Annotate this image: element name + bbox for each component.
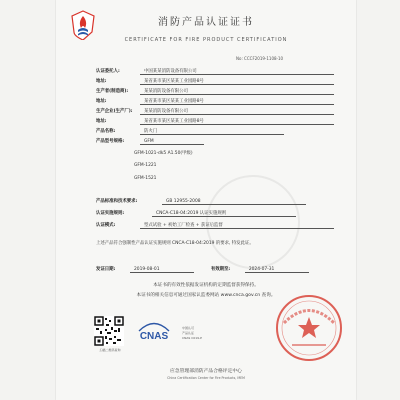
statement-text: 上述产品符合强制性产品认证实施规则 CNCA-C18-04:2019 的要求, 特发此证。 bbox=[96, 241, 254, 246]
field-label: 产品名称: bbox=[96, 129, 116, 134]
issue-row bbox=[96, 266, 309, 273]
cnas-caption-line: 中国认可 bbox=[182, 326, 195, 330]
field-value: 某省某市某区某某工业园路8号 bbox=[140, 118, 334, 125]
certificate-title: 消防产品认证证书 bbox=[158, 17, 254, 28]
cnas-caption bbox=[182, 326, 202, 341]
model-item: GFM-1021-dk5 A1.50(甲级) bbox=[134, 151, 193, 156]
model-item: GFM-1521 bbox=[134, 176, 157, 181]
expiry-value: 2024-07-31 bbox=[245, 267, 309, 273]
note-line: 本证书的相关信息可通过国家认监委网站 www.cnca.gov.cn 查询。 bbox=[136, 293, 276, 298]
field-row bbox=[96, 128, 284, 135]
rule-label: 认证实施规则: bbox=[96, 211, 125, 216]
field-label: 地址: bbox=[96, 119, 107, 124]
rule-row bbox=[96, 210, 296, 217]
issue-label: 发证日期: bbox=[96, 267, 116, 272]
qr-code-icon bbox=[94, 316, 124, 346]
field-label: 生产企业(生产厂): bbox=[96, 109, 133, 114]
field-row bbox=[96, 108, 334, 115]
red-seal-stamp bbox=[274, 293, 344, 363]
field-row bbox=[96, 118, 334, 125]
field-label: 地址: bbox=[96, 79, 107, 84]
field-row bbox=[96, 78, 334, 85]
certificate-paper bbox=[56, 0, 356, 400]
field-row bbox=[96, 68, 334, 75]
field-label: 生产者(制造商): bbox=[96, 89, 129, 94]
model-item: GFM-1221 bbox=[134, 163, 157, 168]
field-label: 地址: bbox=[96, 99, 107, 104]
field-label: 产品型号规格: bbox=[96, 139, 125, 144]
field-value: 某某消防设备有限公司 bbox=[140, 88, 334, 95]
cnas-logo-icon bbox=[136, 318, 172, 346]
field-value: 某某消防设备有限公司 bbox=[140, 108, 334, 115]
note-line: 本证书的有效性依据发证机构的定期监督获得保持。 bbox=[153, 283, 259, 288]
issue-value: 2019-08-01 bbox=[130, 267, 194, 273]
field-row bbox=[96, 98, 334, 105]
field-label: 认证委托人: bbox=[96, 69, 120, 74]
standard-label: 产品标准和技术要求: bbox=[96, 199, 138, 204]
cnas-logo-text: CNAS bbox=[139, 331, 169, 342]
footer-org: 应急管理部消防产品合格评定中心 bbox=[170, 369, 242, 374]
rule-value: CNCA-C18-04:2019 认证实施规则 bbox=[152, 210, 296, 217]
field-value: GFM bbox=[140, 139, 204, 145]
certificate-number: No: CCCF2019-1108-10 bbox=[236, 56, 284, 61]
standard-value: GB 12955-2008 bbox=[162, 199, 306, 205]
mode-row bbox=[96, 222, 334, 229]
field-value: 中国某某消防设备有限公司 bbox=[140, 68, 334, 75]
mode-value: 型式试验 + 初始工厂检查 + 获证后监督 bbox=[140, 222, 334, 229]
field-value: 某省某市某区某某工业园路8号 bbox=[140, 78, 334, 85]
expiry-label: 有效期至: bbox=[210, 267, 231, 272]
qr-caption: 扫描二维码查询 bbox=[99, 348, 121, 352]
cnas-caption-line: CNAS C019-P bbox=[182, 336, 202, 340]
mode-label: 认证模式: bbox=[96, 223, 116, 228]
field-value: 某省某市某区某某工业园路8号 bbox=[140, 98, 334, 105]
field-row bbox=[96, 88, 334, 95]
field-row bbox=[96, 138, 204, 145]
standard-row bbox=[96, 198, 306, 205]
footer-addr: China Certification Center for Fire Products, MEM bbox=[167, 376, 245, 380]
cnas-caption-line: 产品认证 bbox=[182, 331, 195, 335]
field-value: 防火门 bbox=[140, 128, 284, 135]
certificate-subtitle: CERTIFICATE FOR FIRE PRODUCT CERTIFICATION bbox=[124, 37, 288, 43]
